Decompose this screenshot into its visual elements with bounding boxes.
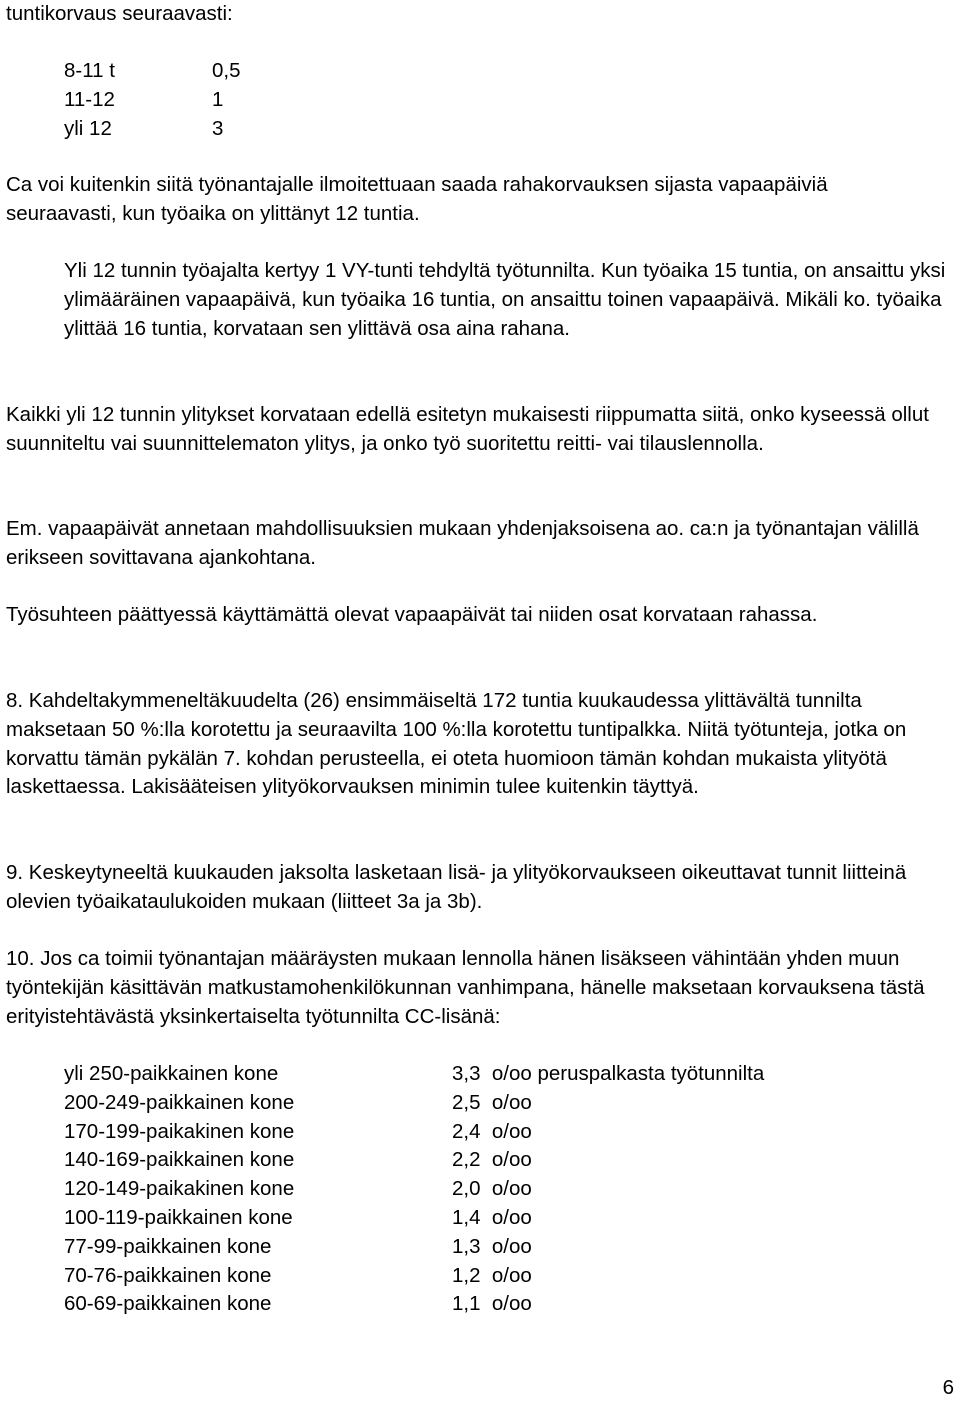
paragraph-overtime-rule: Kaikki yli 12 tunnin ylitykset korvataan edellä esitetyn mukaisesti riippumatta siitä, onko kyseessä ollut suunniteltu vai suunnittelematon ylitys, ja onko työ suoritettu reitti- vai tilauslennolla. — [6, 403, 929, 455]
aircraft-size: yli 250-paikkainen kone — [64, 1062, 279, 1085]
paragraph-section-9: 9. Keskeytyneeltä kuukauden jaksolta lasketaan lisä- ja ylityökorvaukseen oikeuttavat tunnit liitteinä olevien työaikataulukoiden mukaan (liitteet 3a ja 3b). — [6, 861, 907, 913]
aircraft-size: 200-249-paikkainen kone — [64, 1090, 295, 1114]
table-row — [6, 1175, 764, 1204]
aircraft-size: 60-69-paikkainen kone — [64, 1292, 272, 1316]
allowance-rate: 1,4 o/oo — [452, 1205, 532, 1229]
table-row — [6, 57, 241, 86]
table-row — [6, 115, 241, 144]
allowance-rate: 3,3 o/oo peruspalkasta työtunnilta — [452, 1062, 765, 1085]
hours-value: 3 — [212, 116, 224, 140]
hours-value: 1 — [212, 87, 224, 111]
table-row — [6, 1118, 764, 1147]
rest-hours-table — [6, 57, 241, 143]
allowance-rate: 2,5 o/oo — [452, 1090, 532, 1114]
table-row — [6, 1204, 764, 1233]
aircraft-size: 100-119-paikkainen kone — [64, 1205, 293, 1229]
allowance-rate: 1,2 o/oo — [452, 1263, 532, 1287]
page-number: 6 — [942, 1376, 954, 1399]
table-row — [6, 1060, 764, 1089]
paragraph-section-10: 10. Jos ca toimii työnantajan määräysten mukaan lennolla hänen lisäkseen vähintään yhden muun työntekijän käsittävän matkustamohenkilökunnan vanhimpana, hänelle maksetaan korvauksena tästä erityistehtävästä yksinkertaiselta työtunnilta CC-lisänä: — [6, 947, 925, 1028]
hours-value: 0,5 — [212, 59, 241, 82]
aircraft-size: 170-199-paikakinen kone — [64, 1119, 295, 1143]
hours-range: yli 12 — [64, 116, 112, 140]
paragraph-vy-hours: Yli 12 tunnin työajalta kertyy 1 VY-tunti tehdyltä työtunnilta. Kun työaika 15 tuntia, on ansaittu yksi ylimääräinen vapaapäivä, kun työaika 16 tuntia, on ansaittu toinen vapaapäivä. Mikäli ko. työaika ylittää 16 tuntia, korvataan sen ylittävä osa aina rahana. — [64, 259, 946, 340]
paragraph-section-8: 8. Kahdeltakymmeneltäkuudelta (26) ensimmäiseltä 172 tuntia kuukaudessa ylittävältä tunnilta maksetaan 50 %:lla korotettu ja seuraavilta 100 %:lla korotettu tuntipalkka. Niitä työtunteja, jotka on korvattu tämän pykälän 7. kohdan perusteella, ei oteta huomioon tämän kohdan mukaista ylityötä laskettaessa. Lakisääteisen ylityökorvauksen minimin tulee kuitenkin täyttyä. — [6, 689, 907, 799]
table-row — [6, 1146, 764, 1175]
allowance-rate: 2,2 o/oo — [452, 1148, 532, 1172]
aircraft-size: 70-76-paikkainen kone — [64, 1263, 272, 1287]
allowance-rate: 2,0 o/oo — [452, 1177, 532, 1201]
hours-range: 11-12 — [64, 87, 115, 111]
allowance-rate: 2,4 o/oo — [452, 1119, 532, 1143]
paragraph-days-off: Em. vapaapäivät annetaan mahdollisuuksien mukaan yhdenjaksoisena ao. ca:n ja työnantajan välillä erikseen sovittavana ajankohtana. — [6, 517, 919, 569]
table-row — [6, 1233, 764, 1262]
intro-text: tuntikorvaus seuraavasti: — [6, 2, 233, 25]
paragraph-employment-end: Työsuhteen päättyessä käyttämättä olevat vapaapäivät tai niiden osat korvataan rahassa. — [6, 603, 818, 626]
allowance-rate: 1,1 o/oo — [452, 1292, 532, 1316]
table-row — [6, 1089, 764, 1118]
aircraft-size: 120-149-paikakinen kone — [64, 1177, 295, 1201]
table-row — [6, 1290, 764, 1319]
table-row — [6, 1262, 764, 1291]
table-row — [6, 86, 241, 115]
aircraft-size: 77-99-paikkainen kone — [64, 1234, 272, 1258]
cc-allowance-table — [6, 1060, 764, 1319]
paragraph-compensation-option: Ca voi kuitenkin siitä työnantajalle ilmoitettuaan saada rahakorvauksen sijasta vapaapäiviä seuraavasti, kun työaika on ylittänyt 12 tuntia. — [6, 173, 828, 225]
aircraft-size: 140-169-paikkainen kone — [64, 1148, 295, 1172]
allowance-rate: 1,3 o/oo — [452, 1234, 532, 1258]
hours-range: 8-11 t — [64, 59, 115, 82]
